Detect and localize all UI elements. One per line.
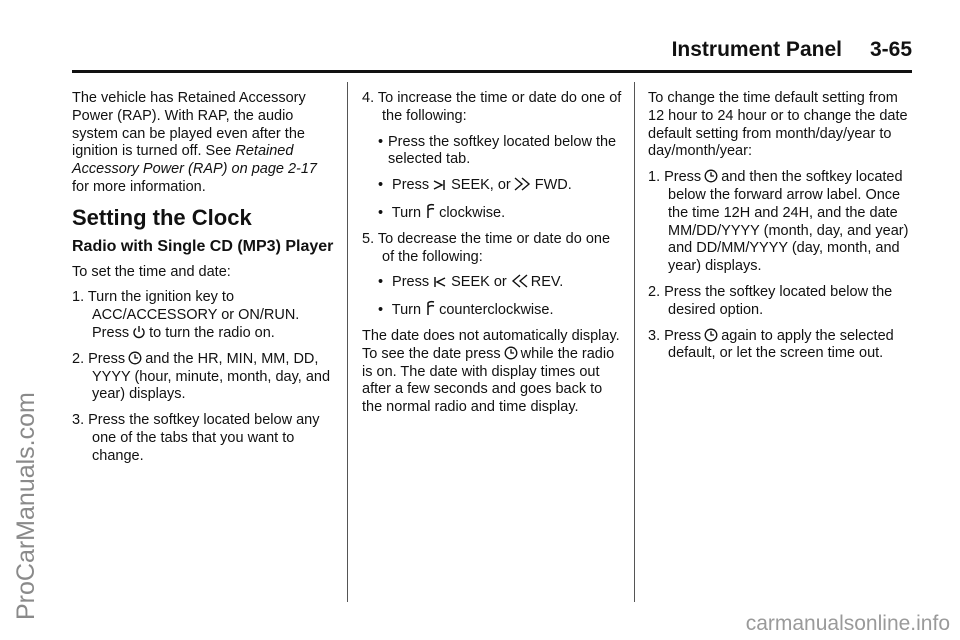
page-header xyxy=(672,38,912,62)
cross-reference: Retained Accessory Power (RAP) on page 2-17 xyxy=(72,143,317,178)
default-intro: To change the time default setting from 12 hour to 24 hour or to change the date default setting from month/day/year to day/month/year: xyxy=(648,90,908,160)
bullet-turn-counterclockwise: • Turn counterclockwise. xyxy=(362,300,622,320)
section-title: Instrument Panel xyxy=(671,38,842,61)
tune-knob-icon xyxy=(424,300,436,316)
bullet-seek-back: • Press SEEK or REV. xyxy=(362,274,622,292)
lead-text: To set the time and date: xyxy=(72,263,231,280)
heading-setting-the-clock: Setting the Clock xyxy=(72,204,252,230)
column-divider xyxy=(634,82,635,602)
side-watermark: ProCarManuals.com xyxy=(12,392,40,620)
clock-icon xyxy=(704,328,718,342)
default-step-2: 2. Press the softkey located below the desired option. xyxy=(648,283,893,318)
default-step-3: 3. Press again to apply the selected default, or let the screen time out. xyxy=(648,327,894,362)
clock-icon xyxy=(504,346,518,360)
seek-forward-icon xyxy=(432,179,448,191)
step-5: 5. To decrease the time or date do one of the following: xyxy=(362,230,611,265)
bullet-turn-clockwise: • Turn clockwise. xyxy=(362,203,622,223)
clock-icon xyxy=(704,169,718,183)
column-divider xyxy=(347,82,348,602)
subheading-radio: Radio with Single CD (MP3) Player xyxy=(72,237,334,255)
step-3: 3. Press the softkey located below any one of the tabs that you want to change. xyxy=(72,412,320,464)
fast-forward-icon xyxy=(514,177,532,191)
bullet-softkey: • Press the softkey located below the selected tab. xyxy=(362,134,622,170)
step-2: 2. Press and the HR, MIN, MM, DD, YYYY (hour, minute, month, day, and year) displays. xyxy=(72,350,331,403)
rewind-icon xyxy=(510,274,528,288)
seek-back-icon xyxy=(432,276,448,288)
intro-paragraph: The vehicle has Retained Accessory Power (RAP). With RAP, the audio system can be played even after the ignition is turned off. See Retained Accessory Power (RAP) on page 2-17 for more information. xyxy=(72,90,317,195)
clock-icon xyxy=(128,351,142,365)
date-note: The date does not automatically display. To see the date press while the radio is on. The date with display times out after a few seconds and goes back to the normal radio and time display. xyxy=(362,327,620,416)
tune-knob-icon xyxy=(424,203,436,219)
default-step-1: 1. Press and then the softkey located below the forward arrow label. Once the time 12H and 24H, and the date MM/DD/YYYY (month, day, and year) and DD/MM/YYYY (day, month, and year) displays. xyxy=(648,169,909,275)
column-3 xyxy=(648,90,916,371)
step-1: 1. Turn the ignition key to ACC/ACCESSORY or ON/RUN. Press to turn the radio on. xyxy=(72,289,300,341)
column-1 xyxy=(72,90,334,474)
bullet-seek-forward: • Press SEEK, or FWD. xyxy=(362,177,622,195)
column-2 xyxy=(362,90,622,425)
bottom-watermark: carmanualsonline.info xyxy=(745,612,950,635)
step-4: 4. To increase the time or date do one of the following: xyxy=(362,90,622,124)
header-rule xyxy=(72,70,912,73)
power-icon xyxy=(132,325,146,339)
page-number: 3-65 xyxy=(869,38,912,61)
